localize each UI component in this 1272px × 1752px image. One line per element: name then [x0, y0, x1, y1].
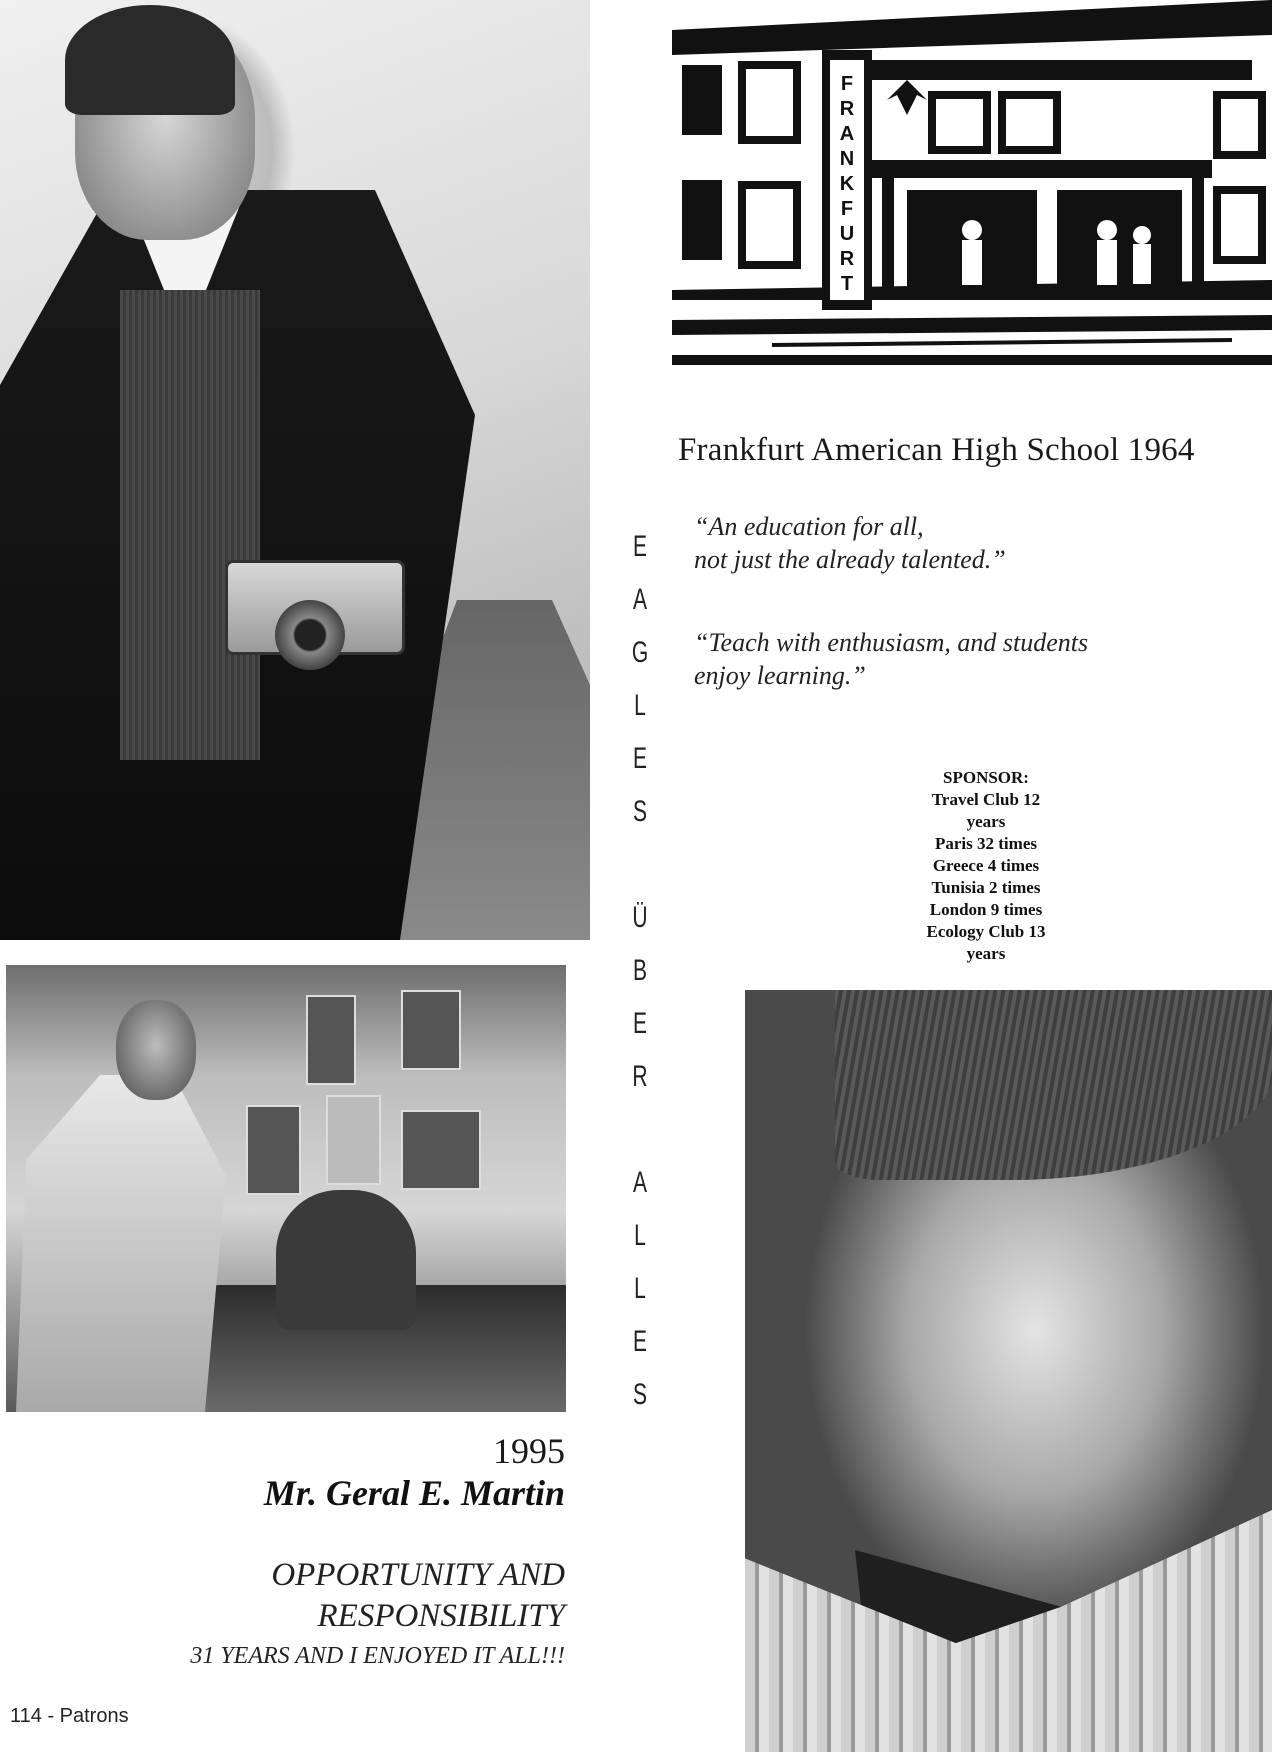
- motto-letter: L: [634, 1272, 646, 1305]
- wall-artwork: [401, 990, 461, 1070]
- sponsor-line: Travel Club 12: [931, 790, 1041, 809]
- quote-text: “Teach with enthusiasm, and students enjoy learning.”: [694, 628, 1089, 690]
- sign-letter: U: [839, 223, 855, 245]
- sponsor-line: years: [966, 812, 1006, 831]
- motto-word: [620, 520, 660, 838]
- motto-letter: A: [632, 583, 647, 616]
- sponsor-line: years: [966, 944, 1006, 963]
- years-line: 31 YEARS AND I ENJOYED IT ALL!!!: [190, 1643, 565, 1669]
- woodcut-drawing: [672, 0, 1272, 395]
- motto-letter: E: [632, 742, 647, 775]
- quote-education: [694, 510, 1214, 576]
- wall-artwork: [246, 1105, 301, 1195]
- motto-letter: Ü: [632, 901, 648, 934]
- motto-letter: E: [632, 1325, 647, 1358]
- student: [276, 1190, 416, 1330]
- motto-line-1: OPPORTUNITY AND: [271, 1557, 565, 1593]
- corduroy-cap: [835, 990, 1272, 1180]
- motto-word: [620, 891, 660, 1103]
- sponsor-line: Greece 4 times: [932, 856, 1040, 875]
- motto-line-2: RESPONSIBILITY: [317, 1598, 565, 1634]
- sign-letter: K: [839, 173, 855, 195]
- year: 1995: [493, 1431, 565, 1471]
- teacher-with-camera-photo: [0, 0, 590, 940]
- teacher-with-cap-photo: [745, 990, 1272, 1752]
- motto-letter: L: [634, 1219, 646, 1252]
- sign-letter: T: [840, 273, 854, 295]
- teacher-name: Mr. Geral E. Martin: [263, 1473, 565, 1513]
- motto-letter: B: [632, 954, 647, 987]
- motto-letter: A: [632, 1166, 647, 1199]
- teacher-figure: [16, 1075, 226, 1412]
- motto-letter: S: [632, 1378, 647, 1411]
- quote-enthusiasm: [694, 626, 1254, 692]
- camera-lens: [275, 600, 345, 670]
- sponsor-line: Paris 32 times: [935, 834, 1037, 853]
- sponsor-line: Tunisia 2 times: [931, 878, 1041, 897]
- sponsor-line: Ecology Club 13: [926, 922, 1046, 941]
- sponsor-list: [880, 767, 1092, 965]
- quote-text: “An education for all, not just the already talented.”: [694, 512, 1006, 574]
- school-title: Frankfurt American High School 1964: [678, 432, 1195, 468]
- motto-letter: E: [632, 530, 647, 563]
- sponsor-heading: SPONSOR:: [943, 768, 1029, 787]
- sign-letter: A: [839, 123, 855, 145]
- motto-gap: [620, 838, 660, 891]
- sign-letter: F: [840, 73, 854, 95]
- wall-artwork: [401, 1110, 481, 1190]
- school-building-woodcut: [672, 0, 1272, 395]
- sweater: [120, 290, 260, 760]
- motto-letter: G: [631, 636, 649, 669]
- sign-letter: F: [840, 198, 854, 220]
- sponsor-line: London 9 times: [929, 900, 1043, 919]
- page-number: 114 - Patrons: [10, 1705, 129, 1727]
- wall-artwork: [326, 1095, 381, 1185]
- classroom-photo: [6, 965, 566, 1412]
- teacher-head: [116, 1000, 196, 1100]
- motto-word: [620, 1156, 660, 1421]
- hair: [65, 5, 235, 115]
- vertical-motto: [620, 520, 660, 1421]
- motto-letter: E: [632, 1007, 647, 1040]
- motto-letter: L: [634, 689, 646, 722]
- plaid-jacket: [745, 1510, 1272, 1752]
- motto-letter: S: [632, 795, 647, 828]
- sign-letter: R: [839, 98, 855, 120]
- sign-letter: N: [839, 148, 855, 170]
- sign-letter: R: [839, 248, 855, 270]
- wall-artwork: [306, 995, 356, 1085]
- motto-gap: [620, 1103, 660, 1156]
- motto-letter: R: [632, 1060, 648, 1093]
